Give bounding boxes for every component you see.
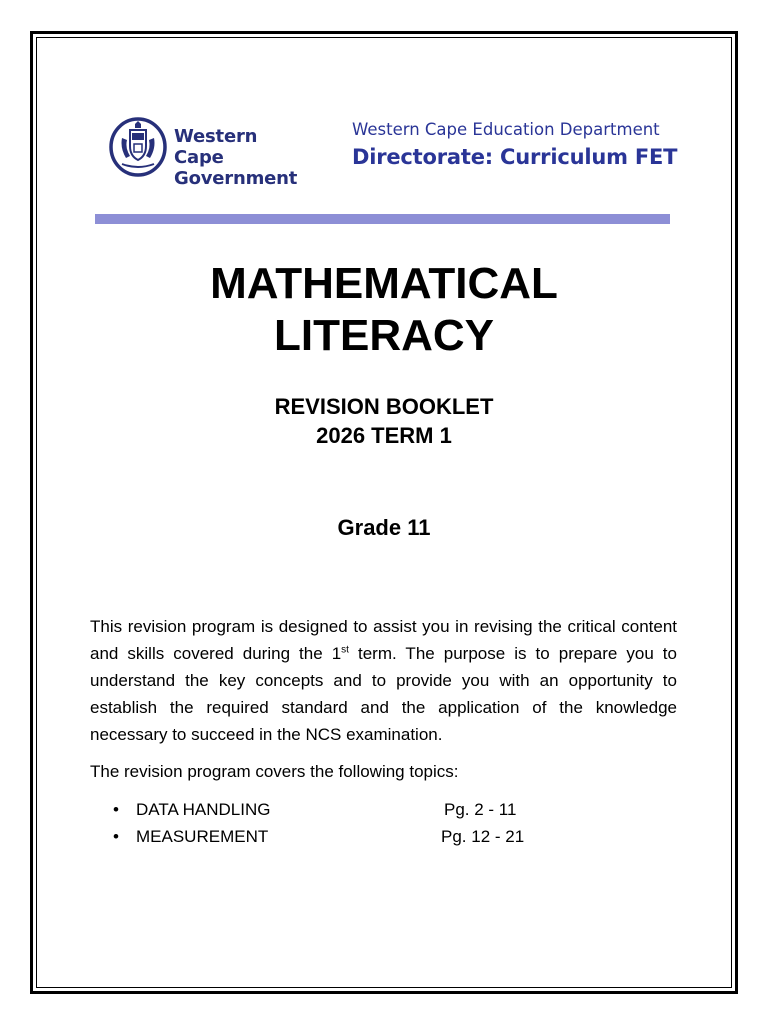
header-divider — [95, 214, 670, 224]
bullet-icon: • — [113, 827, 119, 846]
logo-line-2: Government — [174, 168, 298, 189]
logo-line-1: Western Cape — [174, 126, 258, 168]
topic-pages: Pg. 12 - 21 — [441, 827, 525, 846]
intro-superscript: st — [341, 644, 349, 656]
intro-paragraph — [90, 613, 677, 748]
department-name: Western Cape Education Department — [352, 120, 660, 139]
topic-pages: Pg. 2 - 11 — [444, 800, 517, 819]
title-line-2: LITERACY — [274, 311, 494, 360]
directorate-name: Directorate: Curriculum FET — [352, 145, 678, 169]
western-cape-government-logo — [108, 116, 308, 189]
intro-text-start: This revision program is designed to assist you in revising the critical content and skills covered during the 1 — [90, 617, 677, 663]
coat-of-arms-icon — [108, 116, 168, 178]
intro-text-end: term. The purpose is to prepare you to understand the key concepts and to provide you with an opportunity to establish the required standard and the application of the knowledge necessary to succeed in the NCS examination. — [90, 644, 677, 744]
topics-intro: The revision program covers the following topics: — [90, 762, 459, 781]
subtitle-line-1: REVISION BOOKLET — [274, 394, 494, 419]
topic-name: MEASUREMENT — [136, 827, 269, 846]
grade-label: Grade 11 — [337, 515, 431, 540]
title-line-1: MATHEMATICAL — [210, 259, 558, 308]
subtitle-line-2: 2026 TERM 1 — [316, 423, 452, 448]
topic-name: DATA HANDLING — [136, 800, 271, 819]
bullet-icon: • — [113, 800, 119, 819]
